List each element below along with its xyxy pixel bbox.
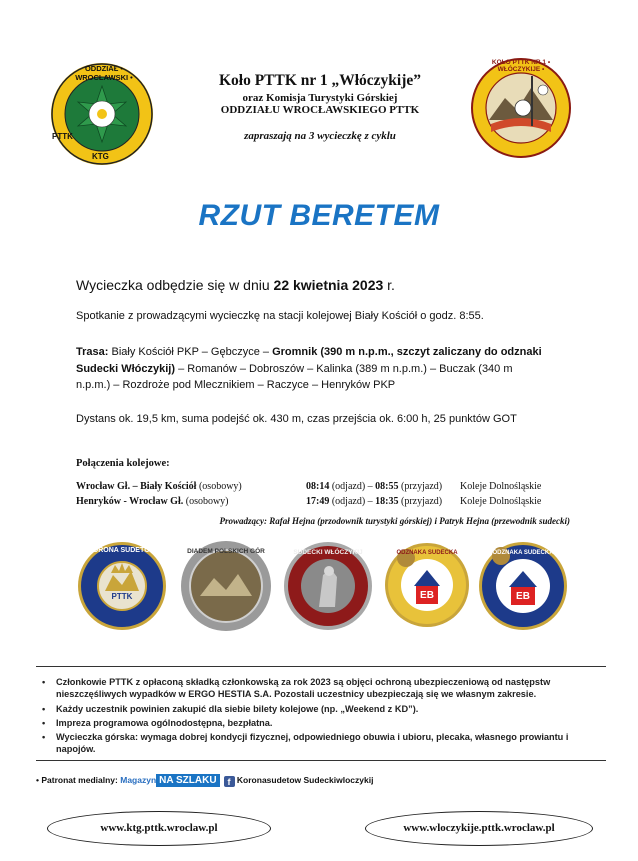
train-operator: Koleje Dolnośląskie — [460, 481, 542, 492]
wloczykije-logo — [471, 58, 571, 158]
header-line2: oraz Komisja Turystyki Górskiej — [242, 92, 398, 104]
train-type: (osobowy) — [183, 496, 229, 507]
note-item: • Impreza programowa ogólnodostępna, bezpłatna. — [56, 717, 608, 729]
date-prefix: Wycieczka odbędzie się w dniu — [76, 277, 274, 293]
train-type: (osobowy) — [196, 481, 242, 492]
guides-info: Prowadzący: Rafał Hejna (przodownik turystyki górskiej) i Patryk Hejna (przewodnik sudecki) — [219, 516, 570, 526]
train-operator: Koleje Dolnośląskie — [460, 496, 542, 507]
facebook-text[interactable]: Koronasudetow Sudeckiwloczykij — [236, 775, 374, 785]
website-link-wloczykije[interactable] — [365, 811, 593, 846]
notes-top-rule — [36, 666, 606, 667]
patronage-label: • Patronat medialny: — [36, 775, 118, 785]
train-arr: 08:55 — [375, 481, 399, 492]
meeting-info: Spotkanie z prowadzącymi wycieczkę na stacji kolejowej Biały Kościół o godz. 8:55. — [76, 310, 484, 322]
route-part3: n.p.m.) – Rozdroże pod Mlecznikiem – Raczyce – Henryków PKP — [76, 379, 396, 391]
badge-sudecki-wloczykij — [283, 541, 373, 631]
train-dep: 17:49 — [306, 496, 330, 507]
header-invite: zapraszają na 3 wycieczkę z cyklu — [244, 130, 396, 142]
train-dep: 08:14 — [306, 481, 330, 492]
train-arr-label: (przyjazd) — [398, 496, 443, 507]
train-row — [76, 496, 576, 507]
logo-left-bottom-text: KTG — [92, 152, 109, 161]
badge-text: KORONA SUDETÓW — [87, 547, 157, 554]
train-route: Wrocław Gł. – Biały Kościół — [76, 481, 197, 492]
header-line3: ODDZIAŁU WROCŁAWSKIEGO PTTK — [220, 104, 420, 116]
badge-sub: PTTK — [111, 592, 133, 601]
logo-right-text: KOŁO PTTK NR 1 • WŁÓCZYKIJE • — [491, 59, 551, 73]
website-link-ktg-text[interactable]: www.ktg.pttk.wroclaw.pl — [100, 822, 218, 834]
logo-left-top-text: ODDZIAŁ • WROCŁAWSKI • — [75, 64, 133, 82]
route-part2: – Romanów – Dobroszów – Kalinka (389 m n.p.m.) – Buczak (340 m — [175, 362, 513, 375]
badge-odznaka-sudecka — [477, 540, 569, 630]
route-bold2: Sudecki Włóczykij) — [76, 362, 176, 375]
patronage — [36, 774, 373, 787]
facebook-icon[interactable]: f — [224, 776, 235, 787]
logo-left-left-text: PTTK — [52, 132, 73, 141]
magazine-label: Magazyn — [120, 775, 157, 785]
badge-text: ODZNAKA SUDECKA — [396, 550, 458, 556]
website-link-ktg[interactable] — [47, 811, 271, 846]
badge-sub: EB — [420, 590, 434, 601]
badge-text: DIADEM POLSKICH GÓR — [187, 548, 265, 555]
route-part1: Biały Kościół PKP – Gębczyce – — [108, 346, 273, 358]
route-info — [76, 344, 576, 394]
badge-sub: EB — [516, 591, 530, 602]
note-item: • Wycieczka górska: wymaga dobrej kondycji fizycznej, odpowiedniego obuwia i ubioru, plecaka, własnego prowiantu i napojów. — [56, 731, 608, 755]
notes-bottom-rule — [36, 760, 606, 761]
train-row — [76, 481, 576, 492]
page-header — [160, 72, 480, 142]
na-szlaku-logo[interactable]: NA SZLAKU — [156, 774, 219, 787]
badge-korona-sudetow — [77, 541, 167, 631]
badge-odznaka-sudecka — [384, 540, 470, 628]
train-dep-label: (odjazd) – — [329, 481, 376, 492]
train-dep-label: (odjazd) – — [329, 496, 376, 507]
train-arr-label: (przyjazd) — [398, 481, 443, 492]
badge-text: SUDECKI WŁÓCZYKIJ — [293, 549, 363, 556]
route-bold1: Gromnik (390 m n.p.m., szczyt zaliczany do odznaki — [272, 346, 542, 358]
event-date: 22 kwietnia 2023 — [273, 277, 384, 293]
header-title: Koło PTTK nr 1 „Włóczykije” — [218, 72, 422, 89]
ktg-logo — [50, 62, 154, 166]
website-link-wloczykije-text[interactable]: www.wloczykije.pttk.wroclaw.pl — [403, 822, 555, 834]
note-item: • Każdy uczestnik powinien zakupić dla siebie bilety kolejowe (np. „Weekend z KD”). — [56, 703, 608, 715]
date-line — [76, 277, 395, 293]
train-route: Henryków - Wrocław Gł. — [76, 496, 184, 507]
note-item: • Członkowie PTTK z opłaconą składką członkowską za rok 2023 są objęci ochroną ubezpieczeniową od następstw nieszczęśliwych wypadków w ERGO HESTIA S.A. Pozostali uczestnicy ubezpieczają się we własnym zakresie. — [56, 676, 608, 700]
event-title: RZUT BERETEM — [198, 199, 440, 232]
badge-text: ODZNAKA SUDECKA — [492, 550, 554, 556]
route-label: Trasa: — [76, 346, 109, 358]
connections-heading: Połączenia kolejowe: — [76, 458, 170, 469]
date-suffix: r. — [383, 277, 395, 293]
train-arr: 18:35 — [375, 496, 399, 507]
distance-info: Dystans ok. 19,5 km, suma podejść ok. 430 m, czas przejścia ok. 6:00 h, 25 punktów GOT — [76, 413, 517, 425]
badge-diadem — [180, 540, 272, 632]
